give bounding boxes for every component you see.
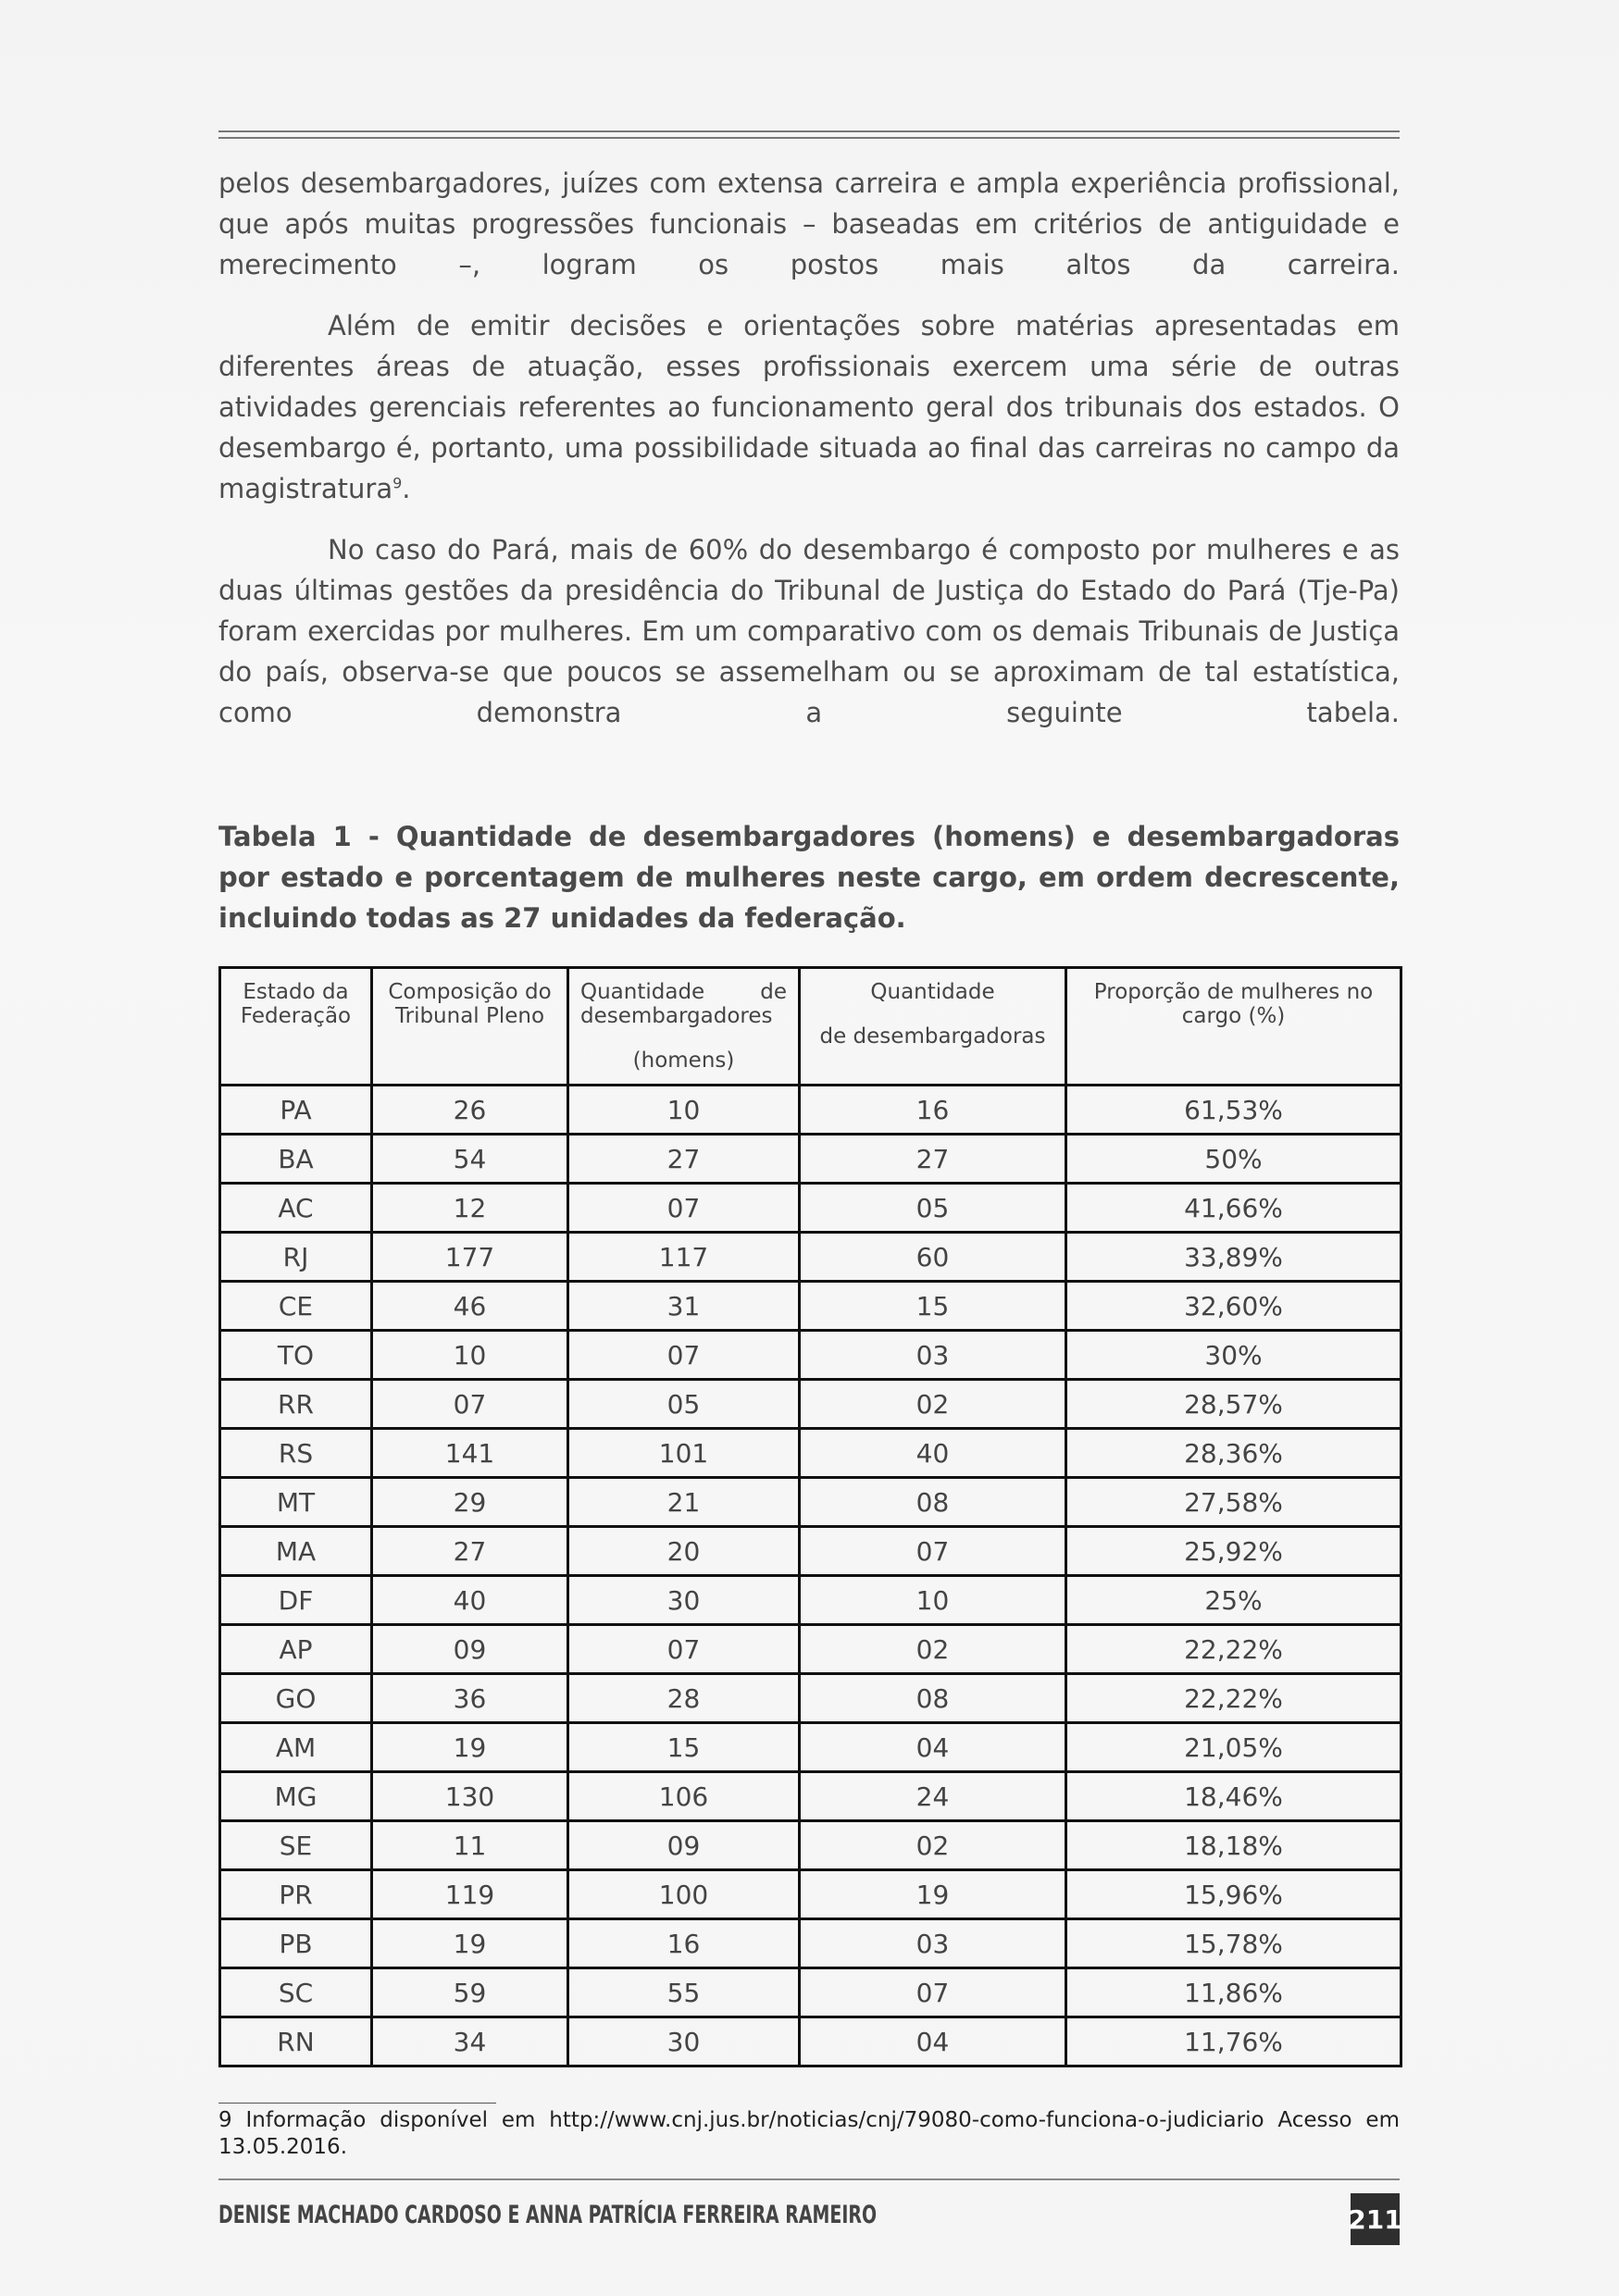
cell-composicao: 09 [372, 1625, 568, 1674]
cell-estado: AM [220, 1723, 372, 1772]
cell-homens: 15 [568, 1723, 800, 1772]
table-row [220, 1919, 1401, 1968]
cell-mulheres: 02 [800, 1380, 1066, 1429]
paragraph-2-end: . [402, 473, 411, 504]
footnote-rule [218, 2103, 496, 2104]
header-homens-line2: (homens) [632, 1049, 735, 1073]
table-body [220, 1086, 1401, 2066]
cell-composicao: 141 [372, 1429, 568, 1478]
cell-estado: RN [220, 2017, 372, 2066]
table-row [220, 1870, 1401, 1919]
cell-composicao: 177 [372, 1233, 568, 1282]
table-row [220, 1135, 1401, 1184]
cell-mulheres: 08 [800, 1478, 1066, 1527]
cell-homens: 20 [568, 1527, 800, 1576]
cell-estado: SC [220, 1968, 372, 2017]
header-composicao: Composição do Tribunal Pleno [372, 968, 568, 1086]
cell-proporcao: 22,22% [1066, 1625, 1401, 1674]
cell-proporcao: 50% [1066, 1135, 1401, 1184]
cell-proporcao: 18,46% [1066, 1772, 1401, 1821]
header-mulheres [800, 968, 1066, 1086]
cell-estado: MG [220, 1772, 372, 1821]
cell-homens: 07 [568, 1331, 800, 1380]
paragraph-3-text: No caso do Pará, mais de 60% do desembargo é composto por mulheres e as duas últimas gestões da presidência do Tribunal de Justiça do Estado do Pará (Tje-Pa) foram exercidas por mulheres. Em um comparativo com os demais Tribunais de Justiça do país, observa-se que poucos se assemelham ou se aproximam de tal estatística, como demonstra a seguinte tabela. [218, 534, 1400, 728]
cell-mulheres: 24 [800, 1772, 1066, 1821]
cell-estado: GO [220, 1674, 372, 1723]
cell-composicao: 07 [372, 1380, 568, 1429]
table-row [220, 1380, 1401, 1429]
cell-mulheres: 02 [800, 1625, 1066, 1674]
table-row [220, 1527, 1401, 1576]
cell-proporcao: 25,92% [1066, 1527, 1401, 1576]
paragraph-2 [218, 305, 1400, 509]
data-table [218, 966, 1402, 2067]
cell-estado: MA [220, 1527, 372, 1576]
cell-estado: RJ [220, 1233, 372, 1282]
header-mulheres-line2: de desembargadoras [819, 1024, 1046, 1049]
table-row [220, 1625, 1401, 1674]
cell-mulheres: 08 [800, 1674, 1066, 1723]
cell-mulheres: 05 [800, 1184, 1066, 1233]
cell-estado: PA [220, 1086, 372, 1135]
cell-proporcao: 18,18% [1066, 1821, 1401, 1870]
cell-proporcao: 32,60% [1066, 1282, 1401, 1331]
cell-homens: 101 [568, 1429, 800, 1478]
cell-proporcao: 28,57% [1066, 1380, 1401, 1429]
cell-composicao: 130 [372, 1772, 568, 1821]
cell-composicao: 54 [372, 1135, 568, 1184]
cell-composicao: 27 [372, 1527, 568, 1576]
cell-estado: TO [220, 1331, 372, 1380]
cell-estado: SE [220, 1821, 372, 1870]
cell-estado: RR [220, 1380, 372, 1429]
cell-homens: 09 [568, 1821, 800, 1870]
paragraph-1: pelos desembargadores, juízes com extensa carreira e ampla experiência profissional, que após muitas progressões funcionais – baseadas em critérios de antiguidade e merecimento –, logram os postos mais altos da carreira. [218, 168, 1400, 280]
cell-mulheres: 02 [800, 1821, 1066, 1870]
cell-proporcao: 21,05% [1066, 1723, 1401, 1772]
cell-composicao: 19 [372, 1919, 568, 1968]
cell-mulheres: 40 [800, 1429, 1066, 1478]
cell-mulheres: 07 [800, 1527, 1066, 1576]
body-content [218, 163, 1400, 2067]
table-row [220, 1331, 1401, 1380]
cell-mulheres: 60 [800, 1233, 1066, 1282]
cell-homens: 21 [568, 1478, 800, 1527]
cell-homens: 07 [568, 1625, 800, 1674]
cell-mulheres: 07 [800, 1968, 1066, 2017]
cell-proporcao: 41,66% [1066, 1184, 1401, 1233]
table-row [220, 1576, 1401, 1625]
table-row [220, 1233, 1401, 1282]
cell-estado: AC [220, 1184, 372, 1233]
cell-estado: DF [220, 1576, 372, 1625]
table-row [220, 1772, 1401, 1821]
cell-composicao: 59 [372, 1968, 568, 2017]
header-proporcao: Proporção de mulheres no cargo (%) [1066, 968, 1401, 1086]
header-estado: Estado da Federação [220, 968, 372, 1086]
cell-composicao: 36 [372, 1674, 568, 1723]
cell-mulheres: 10 [800, 1576, 1066, 1625]
cell-proporcao: 22,22% [1066, 1674, 1401, 1723]
cell-mulheres: 04 [800, 1723, 1066, 1772]
table-row [220, 1821, 1401, 1870]
footnote-ref[interactable]: 9 [392, 474, 403, 492]
cell-estado: AP [220, 1625, 372, 1674]
cell-composicao: 12 [372, 1184, 568, 1233]
cell-composicao: 11 [372, 1821, 568, 1870]
table-row [220, 2017, 1401, 2066]
cell-homens: 31 [568, 1282, 800, 1331]
cell-homens: 05 [568, 1380, 800, 1429]
cell-homens: 117 [568, 1233, 800, 1282]
cell-mulheres: 03 [800, 1331, 1066, 1380]
cell-composicao: 119 [372, 1870, 568, 1919]
cell-proporcao: 11,76% [1066, 2017, 1401, 2066]
cell-estado: MT [220, 1478, 372, 1527]
cell-mulheres: 04 [800, 2017, 1066, 2066]
cell-composicao: 34 [372, 2017, 568, 2066]
header-homens-line1: Quantidade de desembargadores [580, 980, 787, 1028]
cell-estado: PR [220, 1870, 372, 1919]
footnote: 9 Informação disponível em http://www.cnj.jus.br/noticias/cnj/79080-como-funciona-o-judiciario Acesso em 13.05.2016. [218, 2108, 1400, 2159]
cell-proporcao: 25% [1066, 1576, 1401, 1625]
table-row [220, 1282, 1401, 1331]
cell-mulheres: 03 [800, 1919, 1066, 1968]
cell-homens: 27 [568, 1135, 800, 1184]
cell-proporcao: 30% [1066, 1331, 1401, 1380]
cell-composicao: 26 [372, 1086, 568, 1135]
cell-composicao: 19 [372, 1723, 568, 1772]
header-mulheres-line1: Quantidade [870, 980, 995, 1004]
cell-composicao: 29 [372, 1478, 568, 1527]
cell-composicao: 40 [372, 1576, 568, 1625]
cell-mulheres: 16 [800, 1086, 1066, 1135]
cell-homens: 100 [568, 1870, 800, 1919]
cell-proporcao: 61,53% [1066, 1086, 1401, 1135]
table-row [220, 1478, 1401, 1527]
cell-proporcao: 27,58% [1066, 1478, 1401, 1527]
table-row [220, 1086, 1401, 1135]
cell-proporcao: 15,78% [1066, 1919, 1401, 1968]
table-row [220, 1968, 1401, 2017]
table-header-row [220, 968, 1401, 1086]
cell-proporcao: 28,36% [1066, 1429, 1401, 1478]
header-double-rule [218, 130, 1400, 139]
cell-homens: 106 [568, 1772, 800, 1821]
cell-composicao: 46 [372, 1282, 568, 1331]
table-row [220, 1429, 1401, 1478]
cell-estado: CE [220, 1282, 372, 1331]
cell-estado: RS [220, 1429, 372, 1478]
cell-homens: 30 [568, 2017, 800, 2066]
table-row [220, 1723, 1401, 1772]
cell-homens: 10 [568, 1086, 800, 1135]
cell-estado: PB [220, 1919, 372, 1968]
header-homens [568, 968, 800, 1086]
cell-homens: 07 [568, 1184, 800, 1233]
cell-mulheres: 19 [800, 1870, 1066, 1919]
cell-homens: 28 [568, 1674, 800, 1723]
table-caption: Tabela 1 - Quantidade de desembargadores (homens) e desembargadoras por estado e porcentagem de mulheres neste cargo, em ordem decrescente, incluindo todas as 27 unidades da federação. [218, 821, 1400, 934]
footer-rule [218, 2178, 1400, 2180]
footer-authors: DENISE MACHADO CARDOSO E ANNA PATRÍCIA FERREIRA RAMEIRO [218, 2201, 878, 2229]
cell-homens: 30 [568, 1576, 800, 1625]
paragraph-3 [218, 529, 1400, 733]
cell-proporcao: 15,96% [1066, 1870, 1401, 1919]
cell-estado: BA [220, 1135, 372, 1184]
page-number: 211 [1351, 2193, 1400, 2245]
cell-mulheres: 15 [800, 1282, 1066, 1331]
cell-composicao: 10 [372, 1331, 568, 1380]
cell-mulheres: 27 [800, 1135, 1066, 1184]
cell-proporcao: 33,89% [1066, 1233, 1401, 1282]
cell-proporcao: 11,86% [1066, 1968, 1401, 2017]
table-row [220, 1184, 1401, 1233]
cell-homens: 16 [568, 1919, 800, 1968]
table-row [220, 1674, 1401, 1723]
cell-homens: 55 [568, 1968, 800, 2017]
paragraph-2-text: Além de emitir decisões e orientações sobre matérias apresentadas em diferentes áreas de atuação, esses profissionais exercem uma série de outras atividades gerenciais referentes ao funcionamento geral dos tribunais dos estados. O desembargo é, portanto, uma possibilidade situada ao final das carreiras no campo da magistratura [218, 310, 1400, 504]
